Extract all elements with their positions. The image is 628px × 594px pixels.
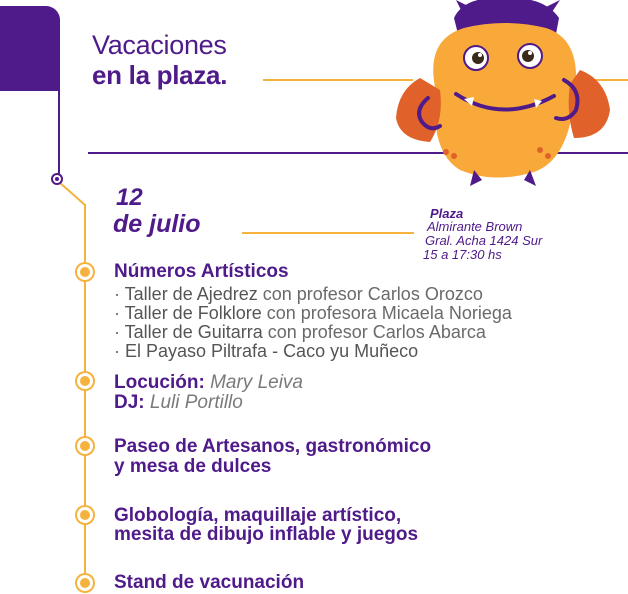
timeline-dot-icon (77, 373, 93, 389)
list-item (114, 322, 486, 342)
item-title: Taller de Ajedrez (124, 284, 258, 304)
item-title: Taller de Guitarra (124, 322, 263, 342)
item-detail: con profesor Carlos Orozco (257, 284, 483, 304)
list-item (114, 303, 512, 323)
bullet: · (114, 284, 125, 304)
list-item (114, 284, 483, 304)
bullet: · (114, 322, 125, 342)
title-line-1: Vacaciones (92, 30, 227, 60)
globo-line-2: mesita de dibujo inflable y juegos (114, 524, 419, 545)
timeline-line (84, 204, 86, 584)
dj-line (114, 393, 243, 413)
place-name-2: Almirante Brown (427, 219, 523, 234)
item-title: Taller de Folklore (124, 303, 262, 323)
place-name: Plaza (430, 206, 464, 221)
locucion-label: Locución: (114, 372, 205, 393)
item-detail: con profesora Micaela Noriega (261, 303, 512, 323)
date-underline (242, 232, 414, 234)
list-item (114, 341, 418, 361)
timeline-dot-icon (77, 507, 93, 523)
item-title: El Payaso Piltrafa - Caco yu Muñeco (125, 341, 419, 361)
timeline-dot-icon (77, 264, 93, 280)
paseo-line-1: Paseo de Artesanos, gastronómico (114, 436, 432, 457)
place-address: Gral. Acha 1424 Sur (425, 233, 543, 248)
orange-monster-mascot-icon (384, 0, 624, 190)
bullet: · (114, 341, 125, 361)
globo-line-1: Globología, maquillaje artístico, (114, 505, 402, 526)
stand-vacunacion: Stand de vacunación (114, 572, 305, 593)
timeline-start-dot-icon (51, 173, 63, 185)
event-day: 12 (116, 184, 143, 211)
locucion-name: Mary Leiva (210, 372, 303, 393)
timeline-dot-icon (77, 575, 93, 591)
event-hours: 15 a 17:30 hs (423, 247, 502, 262)
paseo-line-2: y mesa de dulces (114, 456, 272, 477)
event-month: de julio (113, 210, 201, 238)
timeline-dot-icon (77, 438, 93, 454)
title-line-2: en la plaza. (92, 60, 228, 90)
item-detail: con profesor Carlos Abarca (262, 322, 486, 342)
bullet: · (114, 303, 125, 323)
dj-label: DJ: (114, 392, 145, 413)
numeros-heading: Números Artísticos (114, 261, 289, 282)
locucion-line (114, 373, 303, 393)
dj-name: Luli Portillo (149, 392, 243, 413)
